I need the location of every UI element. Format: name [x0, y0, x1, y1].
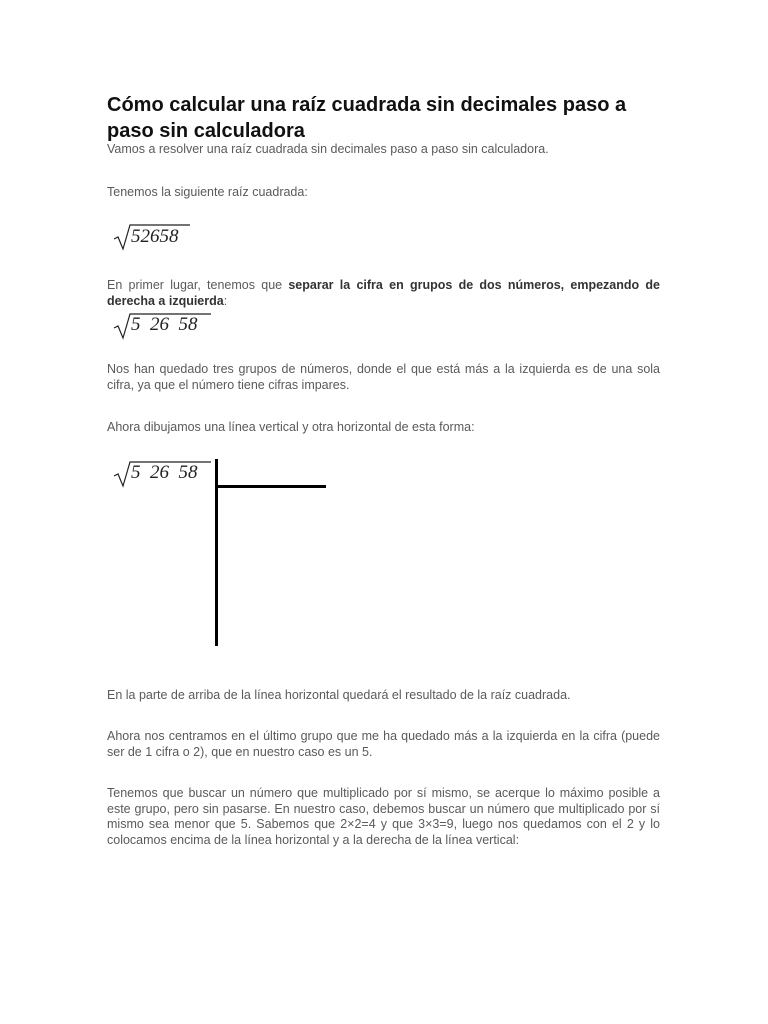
- primer-lugar-paragraph: [107, 278, 660, 309]
- primer-text: En primer lugar, tenemos que: [107, 278, 289, 292]
- horizontal-line: [215, 485, 326, 488]
- intro-paragraph: Vamos a resolver una raíz cuadrada sin decimales paso a paso sin calculadora.: [107, 142, 549, 156]
- buscar-paragraph: Tenemos que buscar un número que multiplicado por sí mismo, se acerque lo máximo posible a este grupo, pero sin pasarse. En nuestro caso, debemos buscar un número que multiplicado por sí mismo sea menor que 5. Sabemos que 2×2=4 y que 3×3=9, luego nos quedamos con el 2 y lo colocamos encima de la línea horizontal y a la derecha de la línea vertical:: [107, 786, 660, 847]
- centramos-paragraph: Ahora nos centramos en el último grupo que me ha quedado más a la izquierda en la cifra (puede ser de 1 cifra o 2), que en nuestro caso es un 5.: [107, 729, 660, 759]
- radicand-2: 5 26 58: [131, 314, 198, 335]
- tenemos-paragraph: Tenemos la siguiente raíz cuadrada:: [107, 185, 308, 199]
- radicand-3: 5 26 58: [131, 462, 198, 483]
- radicand-1: 52658: [131, 226, 179, 247]
- primer-colon: :: [223, 293, 228, 308]
- arriba-paragraph: En la parte de arriba de la línea horizontal quedará el resultado de la raíz cuadrada.: [107, 688, 571, 702]
- page-title: Cómo calcular una raíz cuadrada sin decimales paso a paso sin calculadora: [107, 94, 627, 142]
- primer-bold-text: separar la cifra en grupos de dos números, empezando de derecha a izquierda: [107, 278, 661, 308]
- grupos-paragraph: Nos han quedado tres grupos de números, donde el que está más a la izquierda es de una sola cifra, ya que el número tiene cifras impares.: [107, 362, 660, 392]
- dibujamos-paragraph: Ahora dibujamos una línea vertical y otra horizontal de esta forma:: [107, 420, 475, 434]
